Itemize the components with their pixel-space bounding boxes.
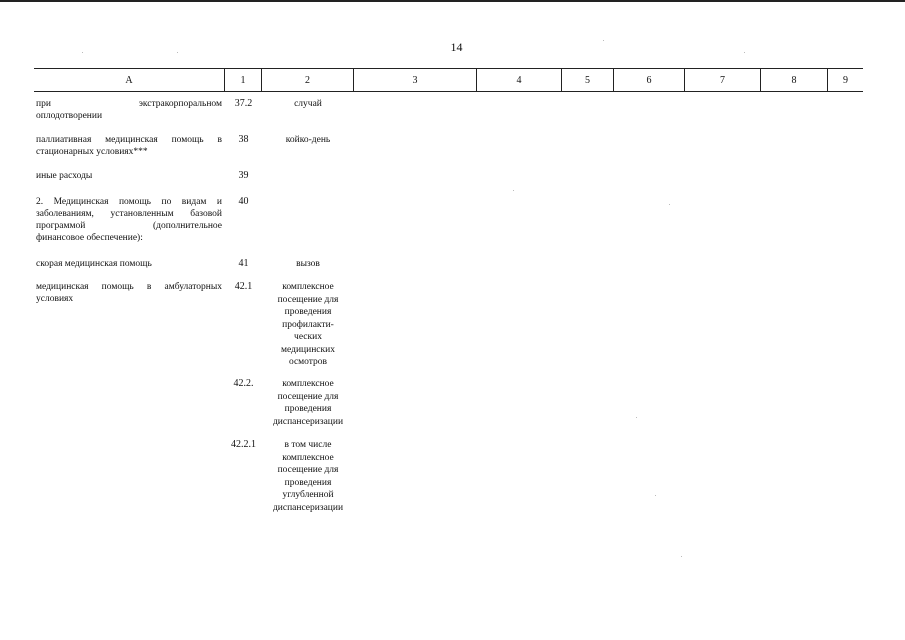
- row-unit-line: диспансеризации: [272, 416, 344, 427]
- row-unit-line: посещение для: [277, 465, 339, 475]
- header-col-2: 2: [262, 69, 354, 91]
- scan-speck: [744, 52, 745, 53]
- header-col-5: 5: [562, 69, 614, 91]
- row-description-line: условиях: [36, 294, 74, 304]
- header-col-3: 3: [354, 69, 477, 91]
- row-unit-line: койко-день: [285, 135, 331, 145]
- row-unit-line: углубленной: [282, 490, 334, 500]
- header-col-7: 7: [685, 69, 761, 91]
- scan-speck: [669, 204, 670, 205]
- header-col-4: 4: [477, 69, 562, 91]
- row-code: 37.2: [234, 98, 253, 109]
- header-col-9: 9: [843, 74, 848, 86]
- row-description: [36, 258, 222, 270]
- row-code: 42.1: [234, 281, 253, 292]
- row-description-line: иные расходы: [36, 171, 93, 181]
- scan-speck: [82, 52, 83, 53]
- row-description-line: скорая медицинская помощь: [36, 259, 152, 269]
- row-unit-line: проведения: [284, 307, 332, 317]
- row-unit-line: случай: [294, 99, 322, 109]
- scan-speck: [177, 52, 178, 53]
- row-unit-line: комплексное: [282, 282, 334, 292]
- row-description: [36, 98, 222, 122]
- scan-speck: [636, 417, 637, 418]
- row-code: 41: [238, 258, 249, 269]
- row-unit-line: проведения: [284, 477, 332, 488]
- row-code: 38: [238, 134, 249, 145]
- row-unit-line: комплексное: [282, 452, 334, 463]
- row-unit-line: посещение для: [277, 294, 339, 305]
- header-col-8: 8: [761, 69, 828, 91]
- data-table: [34, 68, 863, 513]
- row-code: 40: [238, 196, 249, 207]
- row-description: [36, 196, 222, 244]
- scan-speck: [681, 556, 682, 557]
- row-description-line: оплодотворении: [36, 111, 103, 121]
- row-description: [36, 281, 222, 305]
- table-header-row: [34, 68, 863, 92]
- row-code: 39: [238, 170, 249, 181]
- scan-speck: [513, 190, 514, 191]
- row-unit-line: диспансеризации: [272, 502, 344, 513]
- header-col-1: 1: [225, 69, 262, 91]
- page-top-edge: [0, 0, 905, 2]
- row-description: [36, 170, 222, 182]
- row-description-line: при экстракорпоральном: [36, 99, 222, 109]
- row-code: 42.2.1: [231, 439, 256, 450]
- header-col-a: A: [34, 69, 225, 91]
- row-description-line: финансовое обеспечение):: [36, 233, 143, 243]
- row-description-line: заболеваниям, установленным базовой: [36, 209, 222, 219]
- row-description: [36, 134, 222, 158]
- row-unit: [266, 439, 350, 514]
- row-unit: [266, 98, 350, 111]
- page-number: 14: [450, 40, 463, 54]
- row-description-line: паллиативная медицинская помощь в: [36, 135, 222, 145]
- scan-speck: [655, 495, 656, 496]
- row-unit-line: медицинских: [281, 344, 335, 355]
- row-unit-line: проведения: [284, 404, 332, 414]
- row-unit-line: посещение для: [277, 391, 339, 402]
- row-description-line: медицинская помощь в амбулаторных: [36, 282, 222, 292]
- row-unit-line: комплексное: [282, 379, 334, 389]
- row-unit: [266, 378, 350, 428]
- row-unit: [266, 258, 350, 271]
- row-unit: [266, 134, 350, 147]
- row-unit: [266, 281, 350, 369]
- row-unit-line: вызов: [296, 259, 320, 269]
- header-col-6: 6: [614, 69, 685, 91]
- row-unit-line: осмотров: [288, 357, 328, 367]
- row-unit-line: профилакти-: [282, 319, 334, 330]
- scan-speck: [603, 40, 604, 41]
- row-description-line: программой (дополнительное: [36, 221, 222, 231]
- row-unit-line: в том числе: [284, 440, 332, 450]
- row-description-line: 2. Медицинская помощь по видам и: [36, 197, 222, 207]
- row-code: 42.2.: [233, 378, 254, 389]
- row-unit-line: ческих: [294, 332, 322, 342]
- row-description-line: стационарных условиях***: [36, 147, 148, 157]
